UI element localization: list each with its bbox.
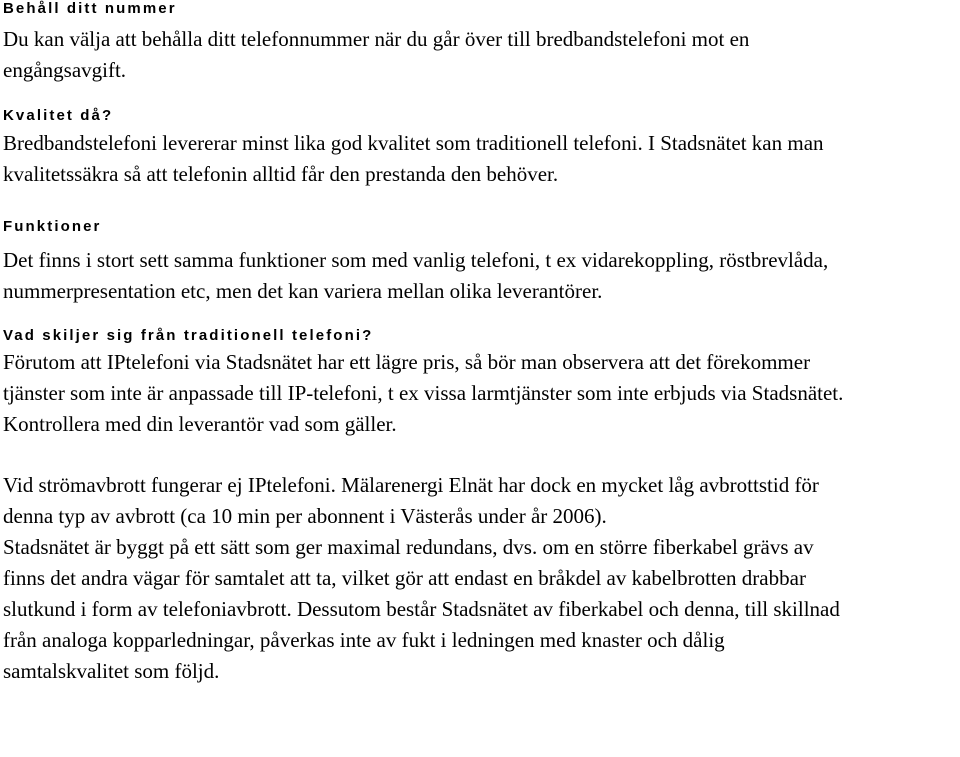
document-body xyxy=(3,0,958,687)
text-line: Bredbandstelefoni levererar minst lika god kvalitet som traditionell telefoni. I Stadsnätet kan man xyxy=(3,131,824,155)
text-line: från analoga kopparledningar, påverkas inte av fukt i ledningen med knaster och dålig xyxy=(3,628,725,652)
text-line: Kontrollera med din leverantör vad som gäller. xyxy=(3,412,397,436)
paragraph-redundancy xyxy=(3,532,958,687)
text-line: nummerpresentation etc, men det kan variera mellan olika leverantörer. xyxy=(3,279,603,303)
text-line: Det finns i stort sett samma funktioner som med vanlig telefoni, t ex vidarekoppling, röstbrevlåda, xyxy=(3,248,829,272)
text-line: finns det andra vägar för samtalet att ta, vilket gör att endast en bråkdel av kabelbrotten drabbar xyxy=(3,566,806,590)
text-line: Förutom att IPtelefoni via Stadsnätet har ett lägre pris, så bör man observera att det förekommer xyxy=(3,350,811,374)
text-line: Du kan välja att behålla ditt telefonnummer när du går över till bredbandstelefoni mot en xyxy=(3,27,750,51)
section-heading-quality: Kvalitet då? xyxy=(3,107,114,124)
text-line: Stadsnätet är byggt på ett sätt som ger maximal redundans, dvs. om en större fiberkabel grävs av xyxy=(3,535,814,559)
paragraph-power-outage xyxy=(3,470,958,532)
section-heading-functions: Funktioner xyxy=(3,218,102,235)
section-text-functions xyxy=(3,245,958,307)
section-heading-keep-number: Behåll ditt nummer xyxy=(3,0,177,17)
text-line: slutkund i form av telefoniavbrott. Dessutom består Stadsnätet av fiberkabel och denna, till skillnad xyxy=(3,597,840,621)
text-line: engångsavgift. xyxy=(3,58,127,82)
section-text-differences xyxy=(3,347,958,440)
text-line: tjänster som inte är anpassade till IP-telefoni, t ex vissa larmtjänster som inte erbjuds via Stadsnätet. xyxy=(3,381,844,405)
section-heading-differences: Vad skiljer sig från traditionell telefoni? xyxy=(3,327,374,344)
text-line: Vid strömavbrott fungerar ej IPtelefoni. Mälarenergi Elnät har dock en mycket låg avbrottstid för xyxy=(3,473,819,497)
section-text-keep-number xyxy=(3,24,958,86)
text-line: samtalskvalitet som följd. xyxy=(3,659,220,683)
section-text-quality xyxy=(3,128,958,190)
text-line: denna typ av avbrott (ca 10 min per abonnent i Västerås under år 2006). xyxy=(3,504,607,528)
text-line: kvalitetssäkra så att telefonin alltid får den prestanda den behöver. xyxy=(3,162,559,186)
